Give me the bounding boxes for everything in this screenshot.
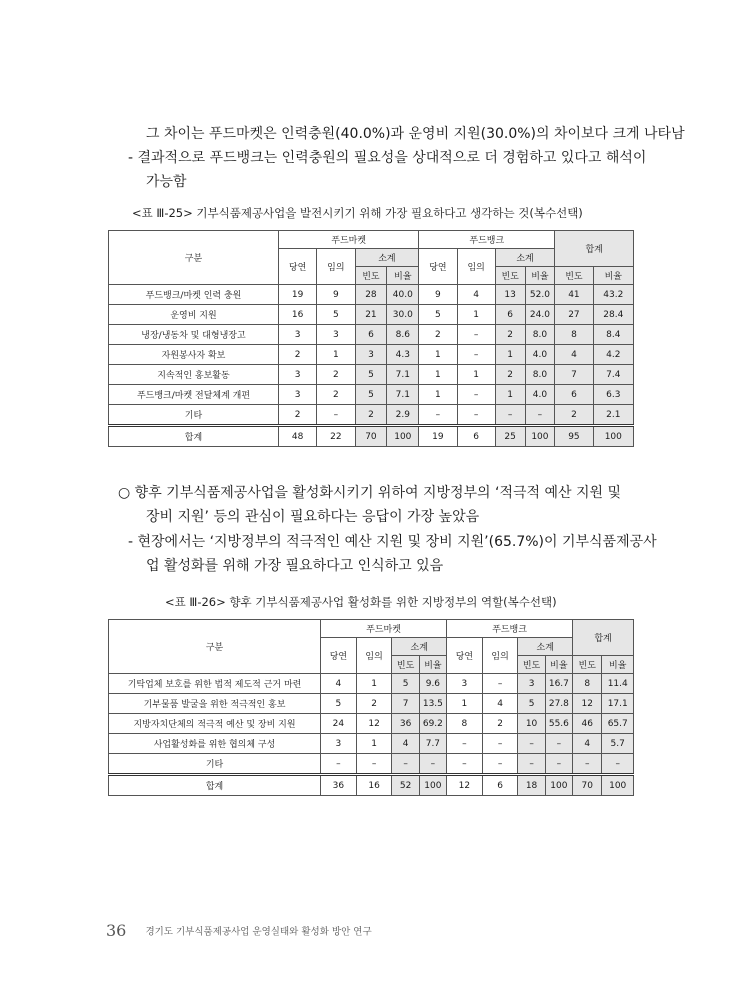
row-label: 기탁업체 보호를 위한 법적 제도적 근거 마련 — [109, 674, 321, 694]
table-cell: 1 — [419, 385, 457, 405]
header-dangyeon: 당연 — [279, 249, 317, 285]
header-category: 구분 — [109, 231, 279, 285]
table-cell: 46 — [573, 714, 602, 734]
table-cell: – — [447, 754, 483, 775]
table-cell: 30.0 — [387, 305, 419, 325]
table-cell: 24.0 — [525, 305, 555, 325]
row-label: 지방자치단체의 적극적 예산 및 장비 지원 — [109, 714, 321, 734]
table-cell: – — [482, 734, 518, 754]
table-cell: – — [518, 734, 545, 754]
table-cell: 7 — [392, 694, 419, 714]
table-cell: 2.9 — [387, 405, 419, 426]
row-label: 기타 — [109, 754, 321, 775]
table-cell: 1 — [356, 674, 392, 694]
row-label: 사업활성화를 위한 협의체 구성 — [109, 734, 321, 754]
table-cell: 4 — [392, 734, 419, 754]
table-cell: 8.6 — [387, 325, 419, 345]
table-cell: 8.0 — [525, 325, 555, 345]
table-cell: 8 — [573, 674, 602, 694]
table-cell: 6 — [555, 385, 593, 405]
header-ratio: 비율 — [545, 656, 572, 674]
table-cell: 6 — [457, 426, 495, 447]
header-imui: 임의 — [317, 249, 355, 285]
table-cell: 19 — [419, 426, 457, 447]
header-category: 구분 — [109, 620, 321, 674]
header-ratio: 비율 — [593, 267, 633, 285]
table-cell: – — [356, 754, 392, 775]
table-cell: 22 — [317, 426, 355, 447]
header-subtotal: 소계 — [495, 249, 555, 267]
table-cell: 27.8 — [545, 694, 572, 714]
header-subtotal: 소계 — [355, 249, 419, 267]
table-cell: – — [447, 734, 483, 754]
table-cell: 3 — [518, 674, 545, 694]
table-cell: – — [457, 325, 495, 345]
table-cell: 4 — [573, 734, 602, 754]
table-cell: 3 — [279, 365, 317, 385]
header-freq: 빈도 — [355, 267, 387, 285]
table-cell: 13 — [495, 285, 525, 305]
table-cell: 52 — [392, 775, 419, 796]
table-cell: 4.2 — [593, 345, 633, 365]
table-cell: 1 — [457, 305, 495, 325]
table-cell: 11.4 — [602, 674, 634, 694]
row-label: 합계 — [109, 775, 321, 796]
table-cell: 8.4 — [593, 325, 633, 345]
table-cell: 6 — [495, 305, 525, 325]
section-text-line: 장비 지원’ 등의 관심이 필요하다는 응답이 가장 높았음 — [146, 509, 480, 525]
table-cell: – — [545, 754, 572, 775]
table-row — [109, 754, 634, 775]
table-row — [109, 345, 634, 365]
table-cell: 70 — [573, 775, 602, 796]
table-cell: 36 — [392, 714, 419, 734]
table-cell: 2 — [317, 385, 355, 405]
table-cell: 9 — [317, 285, 355, 305]
table-cell: 7.1 — [387, 365, 419, 385]
table-cell: 5 — [518, 694, 545, 714]
table-cell: – — [518, 754, 545, 775]
table-cell: 3 — [321, 734, 357, 754]
table-cell: 7.1 — [387, 385, 419, 405]
table-cell: 3 — [355, 345, 387, 365]
table-cell: 2 — [495, 365, 525, 385]
table-cell: 3 — [317, 325, 355, 345]
table-cell: 7 — [555, 365, 593, 385]
table-cell: 100 — [387, 426, 419, 447]
table-cell: 25 — [495, 426, 525, 447]
table-cell: 4.0 — [525, 385, 555, 405]
table-cell: 2 — [482, 714, 518, 734]
header-imui: 임의 — [457, 249, 495, 285]
table-cell: 4.0 — [525, 345, 555, 365]
table-row — [109, 385, 634, 405]
table-cell: 5 — [355, 365, 387, 385]
table-cell: 5 — [317, 305, 355, 325]
header-imui: 임의 — [482, 638, 518, 674]
table-cell: 55.6 — [545, 714, 572, 734]
table-cell: 40.0 — [387, 285, 419, 305]
table-cell: 100 — [545, 775, 572, 796]
table-cell: 100 — [602, 775, 634, 796]
table-cell: 16 — [356, 775, 392, 796]
table-cell: 12 — [356, 714, 392, 734]
table-cell: – — [602, 754, 634, 775]
row-label: 푸드뱅크/마켓 전달체계 개편 — [109, 385, 279, 405]
table-cell: 4 — [321, 674, 357, 694]
table-cell: 2 — [555, 405, 593, 426]
table-cell: – — [525, 405, 555, 426]
table-cell: 5 — [392, 674, 419, 694]
table-cell: 8.0 — [525, 365, 555, 385]
header-foodbank: 푸드뱅크 — [447, 620, 573, 638]
table-cell: 28.4 — [593, 305, 633, 325]
table-cell: 27 — [555, 305, 593, 325]
table-cell: 100 — [593, 426, 633, 447]
table-row — [109, 694, 634, 714]
body-text-line: 그 차이는 푸드마켓은 인력충원(40.0%)과 운영비 지원(30.0%)의 차이보다 크게 나타남 — [146, 126, 685, 142]
header-dangyeon: 당연 — [419, 249, 457, 285]
header-foodmarket: 푸드마켓 — [279, 231, 419, 249]
table-caption: <표 Ⅲ-26> 향후 기부식품제공사업 활성화를 위한 지방정부의 역할(복수선택) — [165, 595, 557, 609]
header-total: 합계 — [573, 620, 634, 656]
table-cell: 4 — [457, 285, 495, 305]
header-foodmarket: 푸드마켓 — [321, 620, 447, 638]
table-cell: 6 — [482, 775, 518, 796]
table-row — [109, 325, 634, 345]
header-ratio: 비율 — [602, 656, 634, 674]
table-cell: – — [482, 754, 518, 775]
table-cell: 4 — [555, 345, 593, 365]
table-cell: 17.1 — [602, 694, 634, 714]
table-cell: 5 — [419, 305, 457, 325]
header-dangyeon: 당연 — [447, 638, 483, 674]
table-row — [109, 734, 634, 754]
table-cell: – — [545, 734, 572, 754]
table-cell: 9 — [419, 285, 457, 305]
header-row — [109, 231, 634, 249]
section-text-line: ○ 향후 기부식품제공사업을 활성화시키기 위하여 지방정부의 ‘적극적 예산 지원 및 — [118, 485, 622, 501]
table-row — [109, 305, 634, 325]
table-cell: 5 — [321, 694, 357, 714]
table-cell: 3 — [447, 674, 483, 694]
table-cell: 1 — [495, 345, 525, 365]
table-cell: 16.7 — [545, 674, 572, 694]
table-cell: 1 — [419, 345, 457, 365]
table-cell: 8 — [555, 325, 593, 345]
table-cell: 7.7 — [419, 734, 446, 754]
table-cell: 1 — [495, 385, 525, 405]
table-cell: 2.1 — [593, 405, 633, 426]
table-cell: 2 — [356, 694, 392, 714]
table-cell: 3 — [279, 325, 317, 345]
table-cell: 21 — [355, 305, 387, 325]
row-label: 기타 — [109, 405, 279, 426]
table-cell: 9.6 — [419, 674, 446, 694]
table-row — [109, 674, 634, 694]
table-cell: – — [419, 754, 446, 775]
row-label: 운영비 지원 — [109, 305, 279, 325]
header-imui: 임의 — [356, 638, 392, 674]
table-26 — [108, 619, 634, 796]
table-cell: – — [457, 385, 495, 405]
table-cell: 2 — [419, 325, 457, 345]
table-cell: 4.3 — [387, 345, 419, 365]
table-row — [109, 775, 634, 796]
table-cell: 95 — [555, 426, 593, 447]
table-cell: 36 — [321, 775, 357, 796]
row-label: 냉장/냉동차 및 대형냉장고 — [109, 325, 279, 345]
row-label: 푸드뱅크/마켓 인력 충원 — [109, 285, 279, 305]
row-label: 합계 — [109, 426, 279, 447]
table-cell: 69.2 — [419, 714, 446, 734]
table-cell: 43.2 — [593, 285, 633, 305]
table-cell: 2 — [355, 405, 387, 426]
header-dangyeon: 당연 — [321, 638, 357, 674]
table-cell: 8 — [447, 714, 483, 734]
table-cell: 19 — [279, 285, 317, 305]
table-cell: – — [482, 674, 518, 694]
table-caption: <표 Ⅲ-25> 기부식품제공사업을 발전시키기 위해 가장 필요하다고 생각하는 것(복수선택) — [132, 206, 583, 220]
table-cell: – — [317, 405, 355, 426]
table-cell: 2 — [279, 405, 317, 426]
header-subtotal: 소계 — [392, 638, 447, 656]
header-freq: 빈도 — [495, 267, 525, 285]
table-cell: 1 — [447, 694, 483, 714]
table-cell: 5 — [355, 385, 387, 405]
table-cell: 24 — [321, 714, 357, 734]
table-cell: 12 — [573, 694, 602, 714]
header-freq: 빈도 — [555, 267, 593, 285]
page-footer — [106, 920, 372, 940]
table-cell: 12 — [447, 775, 483, 796]
footer-title: 경기도 기부식품제공사업 운영실태와 활성화 방안 연구 — [145, 926, 372, 938]
table-cell: – — [457, 345, 495, 365]
table-cell: 5.7 — [602, 734, 634, 754]
table-cell: 6.3 — [593, 385, 633, 405]
table-cell: 1 — [356, 734, 392, 754]
table-cell: 52.0 — [525, 285, 555, 305]
header-ratio: 비율 — [419, 656, 446, 674]
header-freq: 빈도 — [518, 656, 545, 674]
table-cell: 1 — [419, 365, 457, 385]
table-row — [109, 714, 634, 734]
table-cell: 65.7 — [602, 714, 634, 734]
table-cell: 2 — [279, 345, 317, 365]
table-cell: – — [457, 405, 495, 426]
row-label: 자원봉사자 확보 — [109, 345, 279, 365]
bullet-text-line: - 결과적으로 푸드뱅크는 인력충원의 필요성을 상대적으로 더 경험하고 있다고 해석이 — [128, 150, 647, 166]
table-cell: 1 — [317, 345, 355, 365]
table-cell: 70 — [355, 426, 387, 447]
table-cell: 10 — [518, 714, 545, 734]
table-cell: – — [495, 405, 525, 426]
table-cell: 48 — [279, 426, 317, 447]
table-cell: 7.4 — [593, 365, 633, 385]
body-text-line: 가능함 — [146, 174, 187, 190]
header-total: 합계 — [555, 231, 634, 267]
table-cell: – — [321, 754, 357, 775]
table-row — [109, 405, 634, 426]
table-cell: 3 — [279, 385, 317, 405]
table-cell: 18 — [518, 775, 545, 796]
table-cell: – — [392, 754, 419, 775]
header-row — [109, 620, 634, 638]
table-cell: 41 — [555, 285, 593, 305]
table-cell: 13.5 — [419, 694, 446, 714]
table-cell: 100 — [419, 775, 446, 796]
header-ratio: 비율 — [387, 267, 419, 285]
table-cell: 6 — [355, 325, 387, 345]
table-row — [109, 285, 634, 305]
table-cell: 100 — [525, 426, 555, 447]
table-cell: 1 — [457, 365, 495, 385]
table-cell: – — [573, 754, 602, 775]
table-cell: 2 — [495, 325, 525, 345]
header-foodbank: 푸드뱅크 — [419, 231, 555, 249]
table-cell: 28 — [355, 285, 387, 305]
row-label: 기부물품 발굴을 위한 적극적인 홍보 — [109, 694, 321, 714]
header-subtotal: 소계 — [518, 638, 573, 656]
table-cell: 16 — [279, 305, 317, 325]
table-cell: 2 — [317, 365, 355, 385]
header-freq: 빈도 — [573, 656, 602, 674]
row-label: 지속적인 홍보활동 — [109, 365, 279, 385]
section-text-line: 업 활성화를 위해 가장 필요하다고 인식하고 있음 — [146, 558, 444, 574]
table-25 — [108, 230, 634, 447]
table-cell: 4 — [482, 694, 518, 714]
header-freq: 빈도 — [392, 656, 419, 674]
table-row — [109, 365, 634, 385]
table-row — [109, 426, 634, 447]
page-number: 36 — [106, 921, 127, 940]
section-text-line: - 현장에서는 ‘지방정부의 적극적인 예산 지원 및 장비 지원’(65.7%)이 기부식품제공사 — [128, 534, 657, 550]
table-cell: – — [419, 405, 457, 426]
header-ratio: 비율 — [525, 267, 555, 285]
